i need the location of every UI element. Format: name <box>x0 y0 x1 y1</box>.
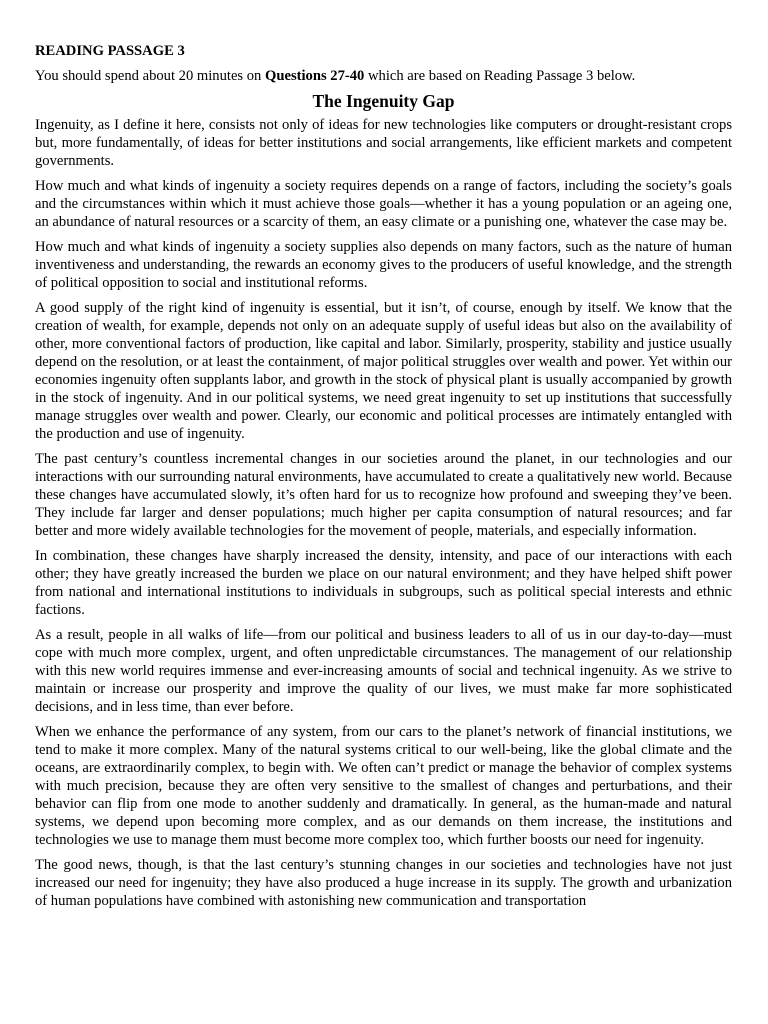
instructions-questions: Questions 27-40 <box>265 68 365 84</box>
paragraph: In combination, these changes have sharply increased the density, intensity, and pace of our interactions with each other; they have greatly increased the burden we place on our natural environment; and they have helped shift power from national and international institutions to individuals in subgroups, such as political special interests and ethnic factions. <box>35 548 732 618</box>
paragraph: How much and what kinds of ingenuity a society requires depends on a range of factors, including the society’s goals and the circumstances within which it must achieve those goals—whether it has a young population or an ageing one, an abundance of natural resources or a scarcity of them, an easy climate or a punishing one, whatever the case may be. <box>35 178 732 230</box>
paragraph: A good supply of the right kind of ingenuity is essential, but it isn’t, of course, enough by itself. We know that the creation of wealth, for example, depends not only on an adequate supply of useful ideas but also on the availability of other, more conventional factors of production, like capital and labor. Similarly, prosperity, stability and justice usually depend on the resolution, or at least the containment, of major political struggles over wealth and power. Yet within our economies ingenuity often supplants labor, and growth in the stock of physical plant is usually accompanied by growth in the stock of ingenuity. And in our political systems, we need great ingenuity to set up institutions that successfully manage struggles over wealth and power. Clearly, our economic and political processes are intimately entangled with the production and use of ingenuity. <box>35 300 732 442</box>
paragraph: How much and what kinds of ingenuity a society supplies also depends on many factors, such as the nature of human inventiveness and understanding, the rewards an economy gives to the producers of useful knowledge, and the strength of political opposition to social and institutional reforms. <box>35 239 732 291</box>
paragraph: The past century’s countless incremental changes in our societies around the planet, in our technologies and our interactions with our surrounding natural environments, have accumulated to create a qualitatively new world. Because these changes have accumulated slowly, it’s often hard for us to recognize how profound and sweeping they’ve been. They include far larger and denser populations; much higher per capita consumption of natural resources; and far better and more widely available technologies for the movement of people, materials, and especially information. <box>35 451 732 539</box>
instructions-suffix: which are based on Reading Passage 3 below. <box>364 68 636 84</box>
instructions <box>35 67 732 86</box>
paragraph: When we enhance the performance of any system, from our cars to the planet’s network of financial institutions, we tend to make it more complex. Many of the natural systems critical to our well-being, like the global climate and the oceans, are extraordinarily complex, to begin with. We often can’t predict or manage the behavior of complex systems with much precision, because they are often very sensitive to the smallest of changes and perturbations, and their behavior can flip from one mode to another suddenly and dramatically. In general, as the human-made and natural systems, we depend upon becoming more complex, and as our demands on them increase, the institutions and technologies we use to manage them must become more complex too, which further boosts our need for ingenuity. <box>35 724 732 848</box>
passage-title: The Ingenuity Gap <box>312 91 455 111</box>
paragraph: Ingenuity, as I define it here, consists not only of ideas for new technologies like computers or drought-resistant crops but, more fundamentally, of ideas for better institutions and social arrangements, like efficient markets and competent governments. <box>35 117 732 169</box>
passage-heading: READING PASSAGE 3 <box>35 43 185 59</box>
paragraph: As a result, people in all walks of life—from our political and business leaders to all of us in our day-to-day—must cope with much more complex, urgent, and often unpredictable circumstances. The management of our relationship with this new world requires immense and ever-increasing amounts of social and technical ingenuity. As we strive to maintain or increase our prosperity and improve the quality of our lives, we must make far more sophisticated decisions, and in less time, than ever before. <box>35 627 732 715</box>
paragraph: The good news, though, is that the last century’s stunning changes in our societies and technologies have not just increased our need for ingenuity; they have also produced a huge increase in its supply. The growth and urbanization of human populations have combined with astonishing new communication and transportation <box>35 857 732 909</box>
instructions-prefix: You should spend about 20 minutes on <box>35 68 266 84</box>
